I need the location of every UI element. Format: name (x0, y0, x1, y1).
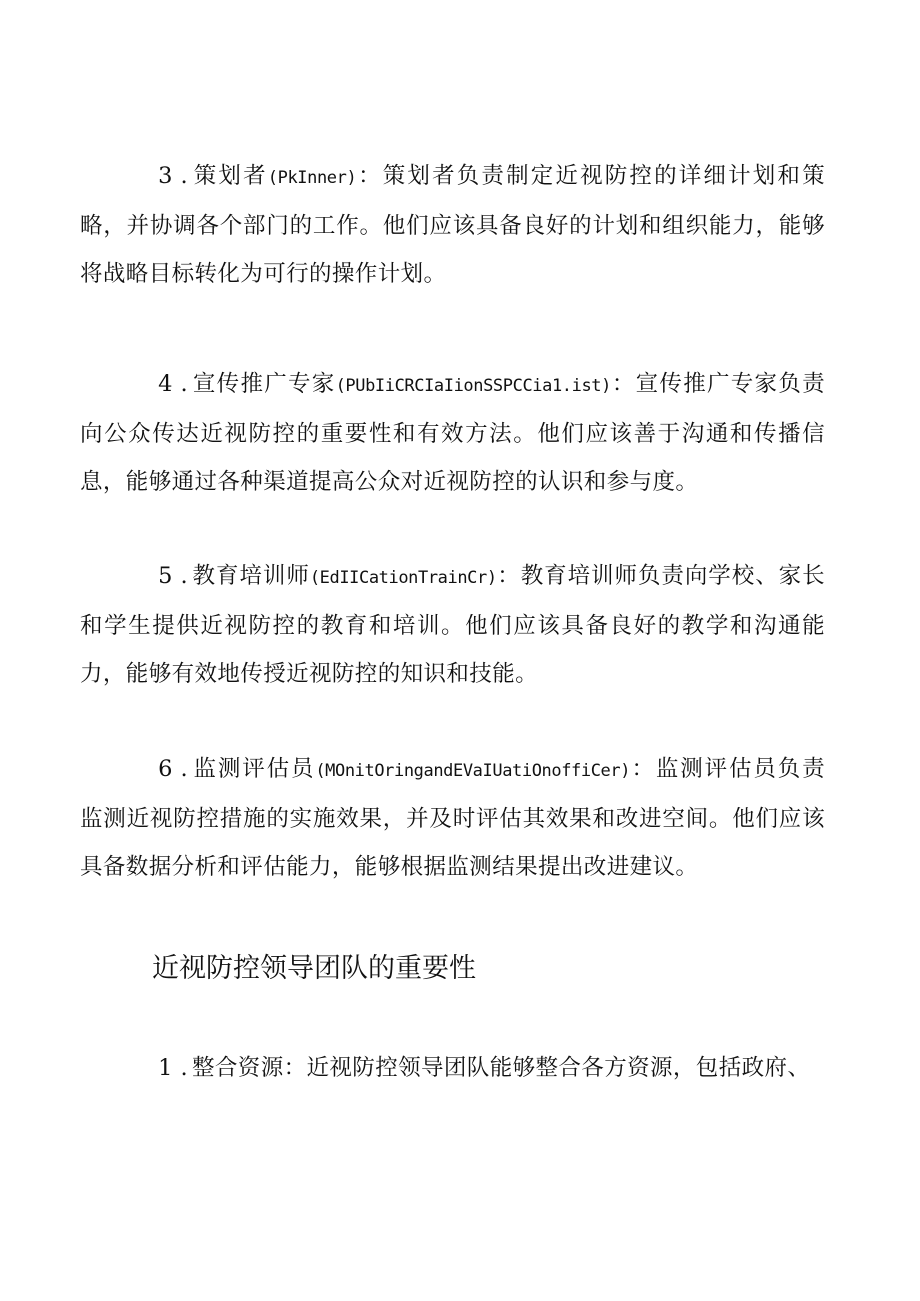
item-body: ：监测评估员负责监测近视防控措施的实施效果，并及时评估其效果和改进空间。他们应该具备数据分析和评估能力，能够根据监测结果提出改进建议。 (80, 756, 825, 880)
item-number: 3 . (158, 163, 188, 189)
role-english: (PUbIiCRCIaIionSSPCCia1.ist) (335, 376, 611, 396)
list-item (80, 745, 825, 891)
item-number: 6 . (158, 756, 188, 782)
role-english: (PkInner) (267, 168, 357, 188)
role-title: 策划者 (192, 163, 268, 189)
role-title: 教育培训师 (192, 563, 310, 589)
item-body: 整合资源：近视防控领导团队能够整合各方资源，包括政府、 (192, 1055, 811, 1081)
role-english: (MOnitOringandEVaIUatiOnoffiCer) (315, 761, 631, 781)
role-title: 宣传推广专家 (192, 371, 336, 397)
item-number: 5 . (158, 563, 188, 589)
list-item (80, 552, 825, 698)
item-number: 4 . (158, 371, 188, 397)
list-item (80, 1044, 825, 1092)
role-title: 监测评估员 (192, 756, 316, 782)
item-number: 1 . (158, 1055, 188, 1081)
section-heading: 近视防控领导团队的重要性 (152, 953, 476, 984)
item-body: ：策划者负责制定近视防控的详细计划和策略，并协调各个部门的工作。他们应该具备良好的计划和组织能力，能够将战略目标转化为可行的操作计划。 (80, 163, 825, 287)
item-body: ：宣传推广专家负责向公众传达近视防控的重要性和有效方法。他们应该善于沟通和传播信息，能够通过各种渠道提高公众对近视防控的认识和参与度。 (80, 371, 825, 495)
role-english: (EdIICationTrainCr) (309, 568, 497, 588)
list-item (80, 360, 825, 506)
list-item (80, 152, 825, 298)
item-body: ：教育培训师负责向学校、家长和学生提供近视防控的教育和培训。他们应该具备良好的教学和沟通能力，能够有效地传授近视防控的知识和技能。 (80, 563, 825, 687)
